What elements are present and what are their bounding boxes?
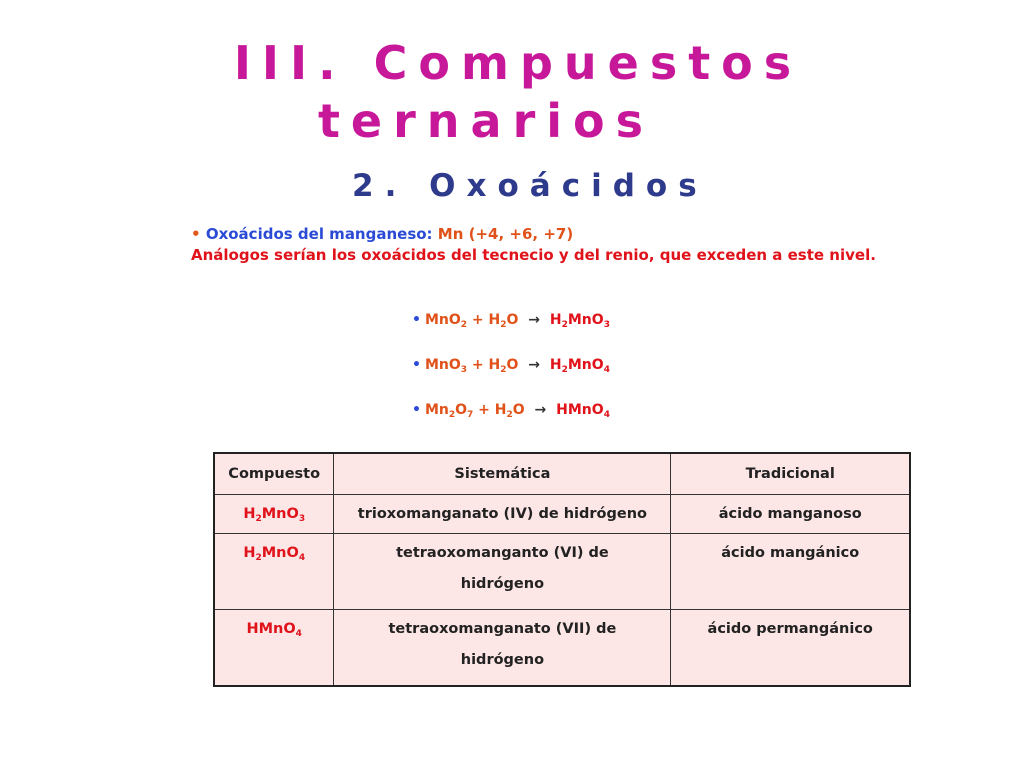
reactant-1: $Mn_2O_7$ — [424, 402, 474, 420]
intro-block — [191, 224, 876, 266]
product: $H_2MnO_4$ — [549, 357, 610, 375]
reactant-1: MnO$_3$ — [424, 357, 468, 375]
reactant-2: $H_2O$ — [488, 312, 519, 330]
plus-sign: + — [471, 312, 484, 328]
formula-cell: $H_2MnO_4$ — [214, 534, 334, 610]
table-row — [214, 495, 910, 534]
equation-1 — [412, 312, 610, 328]
bullet-icon: • — [191, 225, 201, 243]
bullet-icon: • — [412, 312, 421, 328]
product: $H_2MnO_3$ — [549, 312, 610, 330]
oxidation-states: Mn (+4, +6, +7) — [437, 225, 574, 243]
arrow-icon: → — [534, 402, 547, 418]
subtitle: 2. Oxoácidos — [352, 168, 708, 204]
reactant-2: $H_2O$ — [494, 402, 525, 420]
reactant-2: $H_2O$ — [488, 357, 519, 375]
equation-3 — [412, 402, 610, 418]
tradicional-cell: ácido permangánico — [671, 610, 910, 687]
tradicional-cell: ácido mangánico — [671, 534, 910, 610]
table-row — [214, 610, 910, 687]
sistematica-cell: trioxomanganato (IV) de hidrógeno — [334, 495, 671, 534]
bullet-icon: • — [412, 402, 421, 418]
sistematica-cell: tetraoxomanganto (VI) de hidrógeno — [334, 534, 671, 610]
tradicional-cell: ácido manganoso — [671, 495, 910, 534]
sistematica-cell: tetraoxomanganato (VII) de hidrógeno — [334, 610, 671, 687]
arrow-icon: → — [528, 357, 541, 373]
header-compuesto: Compuesto — [214, 453, 334, 495]
table-row — [214, 534, 910, 610]
product: HMnO$_4$ — [556, 402, 610, 420]
title-line-1: III. Compuestos — [233, 36, 803, 90]
intro-label: Oxoácidos del manganeso: — [205, 225, 433, 243]
nomenclature-table — [213, 452, 911, 687]
intro-note: Análogos serían los oxoácidos del tecnecio y del renio, que exceden a este nivel. — [191, 246, 876, 264]
header-tradicional: Tradicional — [671, 453, 910, 495]
bullet-icon: • — [412, 357, 421, 373]
formula-cell: $H_2MnO_3$ — [214, 495, 334, 534]
header-sistematica: Sistemática — [334, 453, 671, 495]
arrow-icon: → — [528, 312, 541, 328]
reactant-1: MnO$_2$ — [424, 312, 468, 330]
table-header-row — [214, 453, 910, 495]
title-line-2: ternarios — [317, 94, 655, 148]
formula-cell: HMnO$_4$ — [214, 610, 334, 687]
equation-2 — [412, 357, 610, 373]
plus-sign: + — [478, 402, 490, 418]
plus-sign: + — [471, 357, 484, 373]
intro-line-1 — [191, 224, 876, 245]
